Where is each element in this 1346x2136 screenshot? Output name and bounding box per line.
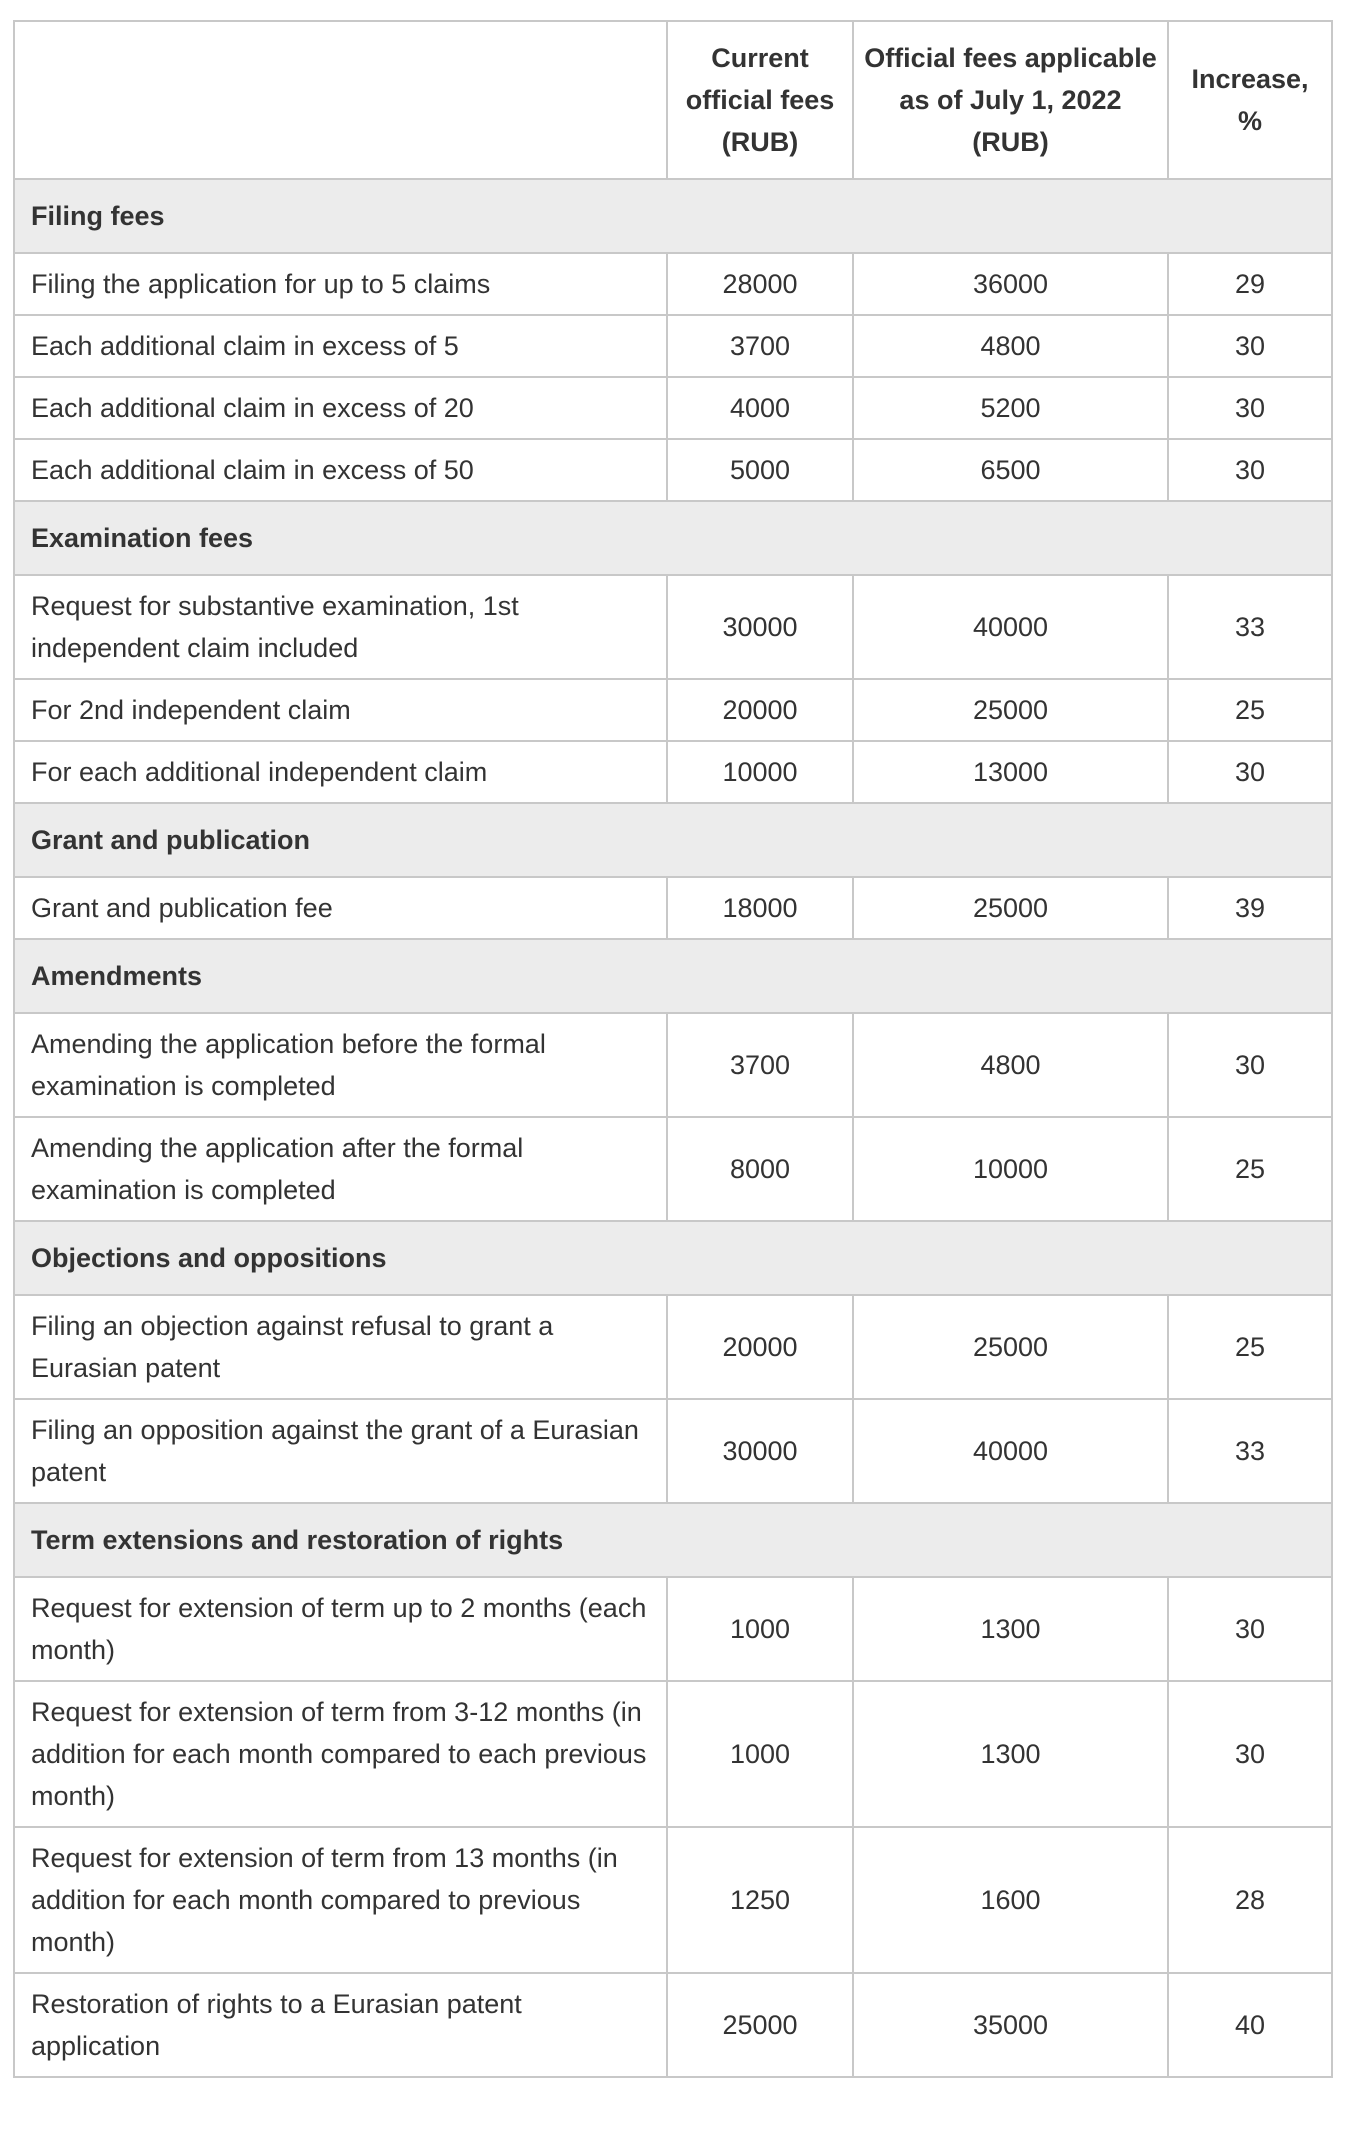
current-fee-cell: 30000 (667, 575, 853, 679)
new-fee-cell: 1300 (853, 1577, 1168, 1681)
increase-percent-cell: 30 (1168, 377, 1332, 439)
fee-description: Request for extension of term from 13 months (in addition for each month compared to previous month) (14, 1827, 667, 1973)
increase-percent-cell: 40 (1168, 1973, 1332, 2077)
increase-percent-cell: 30 (1168, 439, 1332, 501)
new-fee-cell: 1300 (853, 1681, 1168, 1827)
new-fee-cell: 35000 (853, 1973, 1168, 2077)
fee-row (14, 1973, 1332, 2077)
fee-row (14, 439, 1332, 501)
section-title: Term extensions and restoration of rights (14, 1503, 1332, 1577)
new-fee-cell: 36000 (853, 253, 1168, 315)
header-new-fees: Official fees applicable as of July 1, 2022 (RUB) (853, 21, 1168, 179)
fee-description: Grant and publication fee (14, 877, 667, 939)
fee-row (14, 1827, 1332, 1973)
current-fee-cell: 5000 (667, 439, 853, 501)
increase-percent-cell: 30 (1168, 1681, 1332, 1827)
fee-description: Each additional claim in excess of 50 (14, 439, 667, 501)
fee-row (14, 877, 1332, 939)
new-fee-cell: 13000 (853, 741, 1168, 803)
new-fee-cell: 1600 (853, 1827, 1168, 1973)
fee-description: Amending the application before the formal examination is completed (14, 1013, 667, 1117)
increase-percent-cell: 25 (1168, 679, 1332, 741)
header-description (14, 21, 667, 179)
fee-table (13, 20, 1333, 2078)
current-fee-cell: 4000 (667, 377, 853, 439)
fee-row (14, 253, 1332, 315)
current-fee-cell: 3700 (667, 315, 853, 377)
fee-description: For 2nd independent claim (14, 679, 667, 741)
current-fee-cell: 20000 (667, 1295, 853, 1399)
table-body (14, 179, 1332, 2077)
new-fee-cell: 5200 (853, 377, 1168, 439)
fee-description: Amending the application after the formal examination is completed (14, 1117, 667, 1221)
fee-row (14, 575, 1332, 679)
current-fee-cell: 8000 (667, 1117, 853, 1221)
new-fee-cell: 40000 (853, 575, 1168, 679)
section-header-row (14, 501, 1332, 575)
table-header (14, 21, 1332, 179)
new-fee-cell: 4800 (853, 315, 1168, 377)
header-current-fees: Current official fees (RUB) (667, 21, 853, 179)
new-fee-cell: 25000 (853, 679, 1168, 741)
new-fee-cell: 25000 (853, 1295, 1168, 1399)
new-fee-cell: 10000 (853, 1117, 1168, 1221)
fee-row (14, 1681, 1332, 1827)
fee-description: Request for extension of term from 3-12 months (in addition for each month compared to each previous month) (14, 1681, 667, 1827)
current-fee-cell: 3700 (667, 1013, 853, 1117)
fee-row (14, 741, 1332, 803)
section-title: Objections and oppositions (14, 1221, 1332, 1295)
increase-percent-cell: 33 (1168, 1399, 1332, 1503)
new-fee-cell: 25000 (853, 877, 1168, 939)
fee-row (14, 1013, 1332, 1117)
fee-description: Each additional claim in excess of 20 (14, 377, 667, 439)
fee-description: Filing an objection against refusal to grant a Eurasian patent (14, 1295, 667, 1399)
increase-percent-cell: 25 (1168, 1117, 1332, 1221)
section-header-row (14, 1503, 1332, 1577)
section-title: Grant and publication (14, 803, 1332, 877)
fee-description: Each additional claim in excess of 5 (14, 315, 667, 377)
current-fee-cell: 10000 (667, 741, 853, 803)
fee-row (14, 1117, 1332, 1221)
header-row (14, 21, 1332, 179)
current-fee-cell: 1000 (667, 1577, 853, 1681)
increase-percent-cell: 30 (1168, 315, 1332, 377)
fee-description: For each additional independent claim (14, 741, 667, 803)
fee-row (14, 679, 1332, 741)
increase-percent-cell: 30 (1168, 1013, 1332, 1117)
current-fee-cell: 18000 (667, 877, 853, 939)
new-fee-cell: 40000 (853, 1399, 1168, 1503)
section-header-row (14, 939, 1332, 1013)
current-fee-cell: 30000 (667, 1399, 853, 1503)
section-header-row (14, 803, 1332, 877)
current-fee-cell: 28000 (667, 253, 853, 315)
increase-percent-cell: 33 (1168, 575, 1332, 679)
new-fee-cell: 6500 (853, 439, 1168, 501)
fee-description: Request for extension of term up to 2 months (each month) (14, 1577, 667, 1681)
increase-percent-cell: 39 (1168, 877, 1332, 939)
section-title: Filing fees (14, 179, 1332, 253)
section-title: Examination fees (14, 501, 1332, 575)
increase-percent-cell: 25 (1168, 1295, 1332, 1399)
increase-percent-cell: 29 (1168, 253, 1332, 315)
current-fee-cell: 20000 (667, 679, 853, 741)
increase-percent-cell: 30 (1168, 1577, 1332, 1681)
fee-row (14, 377, 1332, 439)
fee-description: Filing an opposition against the grant of a Eurasian patent (14, 1399, 667, 1503)
increase-percent-cell: 30 (1168, 741, 1332, 803)
new-fee-cell: 4800 (853, 1013, 1168, 1117)
fee-row (14, 1577, 1332, 1681)
fee-description: Restoration of rights to a Eurasian patent application (14, 1973, 667, 2077)
fee-row (14, 1399, 1332, 1503)
current-fee-cell: 1250 (667, 1827, 853, 1973)
section-header-row (14, 1221, 1332, 1295)
fee-row (14, 315, 1332, 377)
current-fee-cell: 1000 (667, 1681, 853, 1827)
section-title: Amendments (14, 939, 1332, 1013)
section-header-row (14, 179, 1332, 253)
increase-percent-cell: 28 (1168, 1827, 1332, 1973)
fee-row (14, 1295, 1332, 1399)
fee-description: Request for substantive examination, 1st independent claim included (14, 575, 667, 679)
header-increase: Increase, % (1168, 21, 1332, 179)
fee-description: Filing the application for up to 5 claims (14, 253, 667, 315)
current-fee-cell: 25000 (667, 1973, 853, 2077)
